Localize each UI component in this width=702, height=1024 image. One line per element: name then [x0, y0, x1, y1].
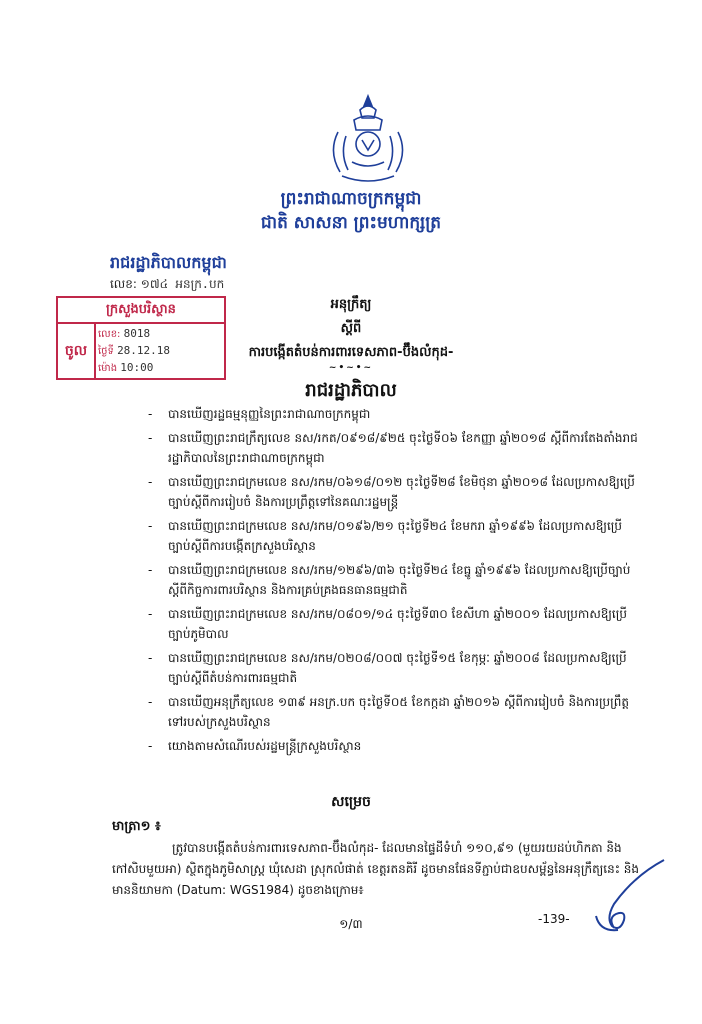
list-item: - យោងតាមសំណើរបស់រដ្ឋមន្ត្រីក្រសួងបរិស្ថាន: [148, 736, 638, 756]
kingdom-title: ព្រះរាជាណាចក្រកម្ពុជា: [280, 189, 422, 209]
list-item: - បានឃើញព្រះរាជក្រមលេខ នស/រកម/០២០៨/០០៧ ចុះថ្ងៃទី១៥ ខែកុម្ភៈ ឆ្នាំ២០០៨ ដែលប្រកាសឱ្យប្រើច្បាប់ស្តីពីតំបន់ការពារធម្មជាតិ: [148, 648, 638, 688]
issuing-government: រាជរដ្ឋាភិបាលកម្ពុជា: [110, 253, 227, 272]
page-number: ១/៣: [339, 917, 363, 931]
list-item: - បានឃើញព្រះរាជក្រឹត្យលេខ នស/រកត/០៩១៨/៩២៥ ចុះថ្ងៃទី០៦ ខែកញ្ញា ឆ្នាំ២០១៨ ស្តីពីការតែងតាំងរាជរដ្ឋាភិបាលនៃព្រះរាជាណាចក្រកម្ពុជា: [148, 428, 638, 468]
page-tag: -139-: [538, 912, 570, 926]
article-1-label: មាត្រា១ ៖: [112, 819, 161, 834]
signature-icon: [584, 856, 668, 936]
decision-heading: សម្រេច: [331, 794, 371, 810]
stamp-title: ក្រសួងបរិស្ថាន: [58, 298, 224, 324]
about-label: ស្តីពី: [340, 321, 362, 336]
visa-list: [148, 404, 638, 760]
stamp-row-time: ម៉ោង 10:00: [98, 361, 154, 374]
ornament-divider: ~•~•~: [328, 363, 374, 373]
reference-label: លេខ:: [110, 277, 137, 291]
list-item: - បានឃើញអនុក្រឹត្យលេខ ១៣៩ អនក្រ.បក ចុះថ្ងៃទី០៥ ខែកក្កដា ឆ្នាំ២០១៦ ស្តីពីការរៀបចំ និងការប្រព្រឹត្តទៅរបស់ក្រសួងបរិស្ថាន: [148, 692, 638, 732]
article-1-text: ត្រូវបានបង្កើតតំបន់ការពារទេសភាព-ប៊ឹងលំកុដ- ដែលមានផ្ទៃដីទំហំ ១១០,៩១ (មួយរយដប់ហិកតា និងកៅសិបមួយអា) ស្ថិតក្នុងភូមិសាស្ត្រ ឃុំសេដា ស្រុកលំផាត់ ខេត្តរតនគិរី ដូចមានផែនទីភ្ជាប់ជាឧបសម្ព័ន្ធនៃអនុក្រឹត្យនេះ និងមាននិយាមកា (Datum: WGS1984) ដូចខាងក្រោម៖: [112, 841, 640, 897]
list-item: - បានឃើញរដ្ឋធម្មនុញ្ញនៃព្រះរាជាណាចក្រកម្ពុជា: [148, 404, 638, 424]
government-heading: រាជរដ្ឋាភិបាល: [305, 380, 397, 401]
royal-arms-emblem-icon: [318, 92, 418, 187]
national-motto: ជាតិ សាសនា ព្រះមហាក្សត្រ: [260, 213, 442, 233]
list-item: - បានឃើញព្រះរាជក្រមលេខ នស/រកម/០១៩៦/២១ ចុះថ្ងៃទី២៤ ខែមករា ឆ្នាំ១៩៩៦ ដែលប្រកាសឱ្យប្រើច្បាប់ស្តីពីការបង្កើតក្រសួងបរិស្ថាន: [148, 516, 638, 556]
stamp-side-label: ចូល: [58, 324, 96, 378]
reference-number: [110, 276, 224, 294]
stamp-row-date: ថ្ងៃទី 28.12.18: [98, 344, 171, 357]
document-type: អនុក្រឹត្យ: [330, 297, 372, 312]
document-subject: ការបង្កើតតំបន់ការពារទេសភាព-ប៊ឹងលំកុដ- ~•~•~: [0, 344, 702, 373]
list-item: - បានឃើញព្រះរាជក្រមលេខ នស/រកម/១២៩៦/៣៦ ចុះថ្ងៃទី២៤ ខែធ្នូ ឆ្នាំ១៩៩៦ ដែលប្រកាសឱ្យប្រើច្បាប់ស្តីពីកិច្ចការពារបរិស្ថាន និងការគ្រប់គ្រងធនធានធម្មជាតិ: [148, 560, 638, 600]
list-item: - បានឃើញព្រះរាជក្រមលេខ នស/រកម/០៦១៨/០១២ ចុះថ្ងៃទី២៨ ខែមិថុនា ឆ្នាំ២០១៨ ដែលប្រកាសឱ្យប្រើច្បាប់ស្តីពីការរៀបចំ និងការប្រព្រឹត្តទៅនៃគណៈរដ្ឋមន្ត្រី: [148, 472, 638, 512]
list-item: - បានឃើញព្រះរាជក្រមលេខ នស/រកម/០៨០១/១៤ ចុះថ្ងៃទី៣០ ខែសីហា ឆ្នាំ២០០១ ដែលប្រកាសឱ្យប្រើច្បាប់ភូមិបាល: [148, 604, 638, 644]
reference-value: ១៧៤ អនក្រ.បក: [140, 277, 225, 291]
stamp-row-number: លេខ: 8018: [98, 327, 151, 340]
